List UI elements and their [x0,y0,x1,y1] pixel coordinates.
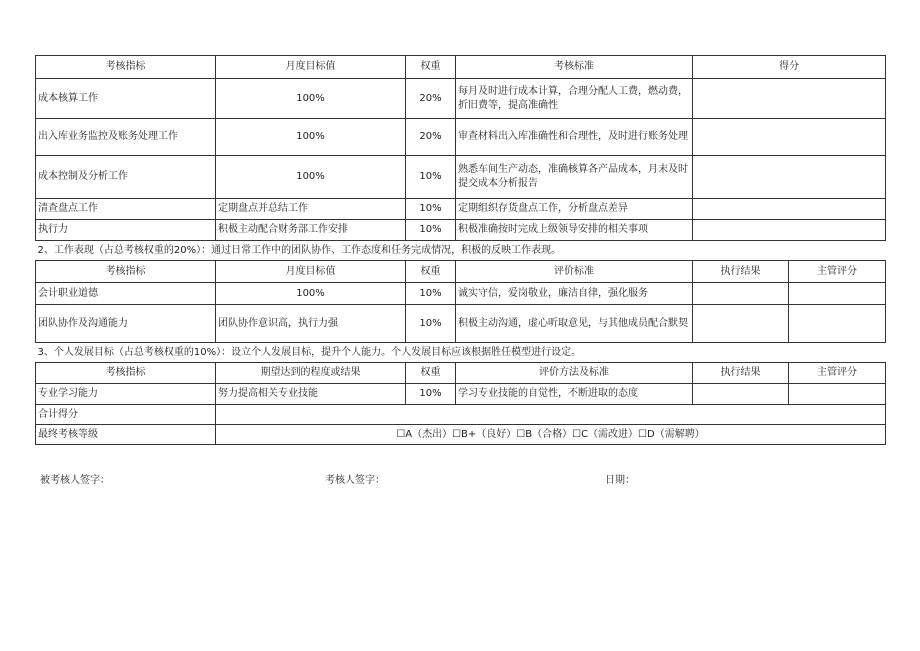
score-cell[interactable] [693,119,886,156]
target-cell: 100% [216,79,406,119]
col-header-weight: 权重 [406,56,456,79]
table-row [36,156,886,199]
total-score-value[interactable] [216,405,886,425]
indicator-cell: 执行力 [36,220,216,241]
table-row [36,79,886,119]
col-header-weight: 权重 [406,363,456,384]
total-score-label: 合计得分 [36,405,216,425]
date-label: 日期： [605,475,635,486]
supervisor-score-cell[interactable] [789,305,886,343]
col-header-indicator: 考核指标 [36,363,216,384]
section2-header-row [36,261,886,283]
col-header-supervisor-score: 主管评分 [789,261,886,283]
assessor-signature-label: 考核人签字： [325,475,385,486]
assessment-table [35,55,886,445]
section3-title: 3、个人发展目标（占总考核权重的10%）：设立个人发展目标，提升个人能力。个人发展目标应该根据胜任模型进行设定。 [36,343,886,363]
weight-cell: 10% [406,305,456,343]
indicator-cell: 成本控制及分析工作 [36,156,216,199]
final-grade-row [36,425,886,445]
supervisor-score-cell[interactable] [789,283,886,305]
weight-cell: 10% [406,156,456,199]
weight-cell: 10% [406,199,456,220]
supervisor-score-cell[interactable] [789,384,886,405]
col-header-indicator: 考核指标 [36,56,216,79]
col-header-score: 得分 [693,56,886,79]
target-cell: 努力提高相关专业技能 [216,384,406,405]
col-header-standard: 评价方法及标准 [456,363,693,384]
final-grade-label: 最终考核等级 [36,425,216,445]
score-cell[interactable] [693,220,886,241]
signature-footer [0,471,920,491]
standard-cell: 诚实守信，爱岗敬业，廉洁自律，强化服务 [456,283,693,305]
result-cell[interactable] [693,305,789,343]
target-cell: 100% [216,156,406,199]
section2-title-row [36,241,886,261]
table-row [36,384,886,405]
standard-cell: 定期组织存货盘点工作，分析盘点差异 [456,199,693,220]
standard-cell: 积极准确按时完成上级领导安排的相关事项 [456,220,693,241]
col-header-target: 月度目标值 [216,56,406,79]
weight-cell: 10% [406,283,456,305]
standard-cell: 熟悉车间生产动态，准确核算各产品成本，月末及时提交成本分析报告 [456,156,693,199]
table-row [36,199,886,220]
table-row [36,220,886,241]
result-cell[interactable] [693,384,789,405]
section3-title-row [36,343,886,363]
standard-cell: 审查材料出入库准确性和合理性，及时进行账务处理 [456,119,693,156]
grade-options[interactable]: ☐A（杰出）☐B+（良好）☐B（合格）☐C（需改进）☐D（需解聘） [216,425,886,445]
weight-cell: 10% [406,220,456,241]
col-header-result: 执行结果 [693,363,789,384]
standard-cell: 每月及时进行成本计算，合理分配人工费，燃动费，折旧费等，提高准确性 [456,79,693,119]
section3-header-row [36,363,886,384]
target-cell: 积极主动配合财务部工作安排 [216,220,406,241]
target-cell: 100% [216,119,406,156]
section2-title: 2、工作表现（占总考核权重的20%）：通过日常工作中的团队协作、工作态度和任务完成情况，积极的反映工作表现。 [36,241,886,261]
indicator-cell: 会计职业道德 [36,283,216,305]
table1-header-row [36,56,886,79]
col-header-standard: 考核标准 [456,56,693,79]
weight-cell: 20% [406,119,456,156]
col-header-target: 月度目标值 [216,261,406,283]
standard-cell: 学习专业技能的自觉性，不断进取的态度 [456,384,693,405]
total-score-row [36,405,886,425]
table-row [36,119,886,156]
indicator-cell: 团队协作及沟通能力 [36,305,216,343]
target-cell: 100% [216,283,406,305]
weight-cell: 10% [406,384,456,405]
score-cell[interactable] [693,156,886,199]
col-header-standard: 评价标准 [456,261,693,283]
assessment-sheet [35,55,885,465]
weight-cell: 20% [406,79,456,119]
standard-cell: 积极主动沟通，虚心听取意见，与其他成员配合默契 [456,305,693,343]
col-header-indicator: 考核指标 [36,261,216,283]
score-cell[interactable] [693,79,886,119]
col-header-result: 执行结果 [693,261,789,283]
target-cell: 定期盘点并总结工作 [216,199,406,220]
indicator-cell: 出入库业务监控及账务处理工作 [36,119,216,156]
result-cell[interactable] [693,283,789,305]
assessee-signature-label: 被考核人签字： [40,475,110,486]
col-header-target: 期望达到的程度或结果 [216,363,406,384]
score-cell[interactable] [693,199,886,220]
col-header-weight: 权重 [406,261,456,283]
table-row [36,283,886,305]
indicator-cell: 成本核算工作 [36,79,216,119]
table-row [36,305,886,343]
target-cell: 团队协作意识高，执行力强 [216,305,406,343]
col-header-supervisor-score: 主管评分 [789,363,886,384]
indicator-cell: 专业学习能力 [36,384,216,405]
indicator-cell: 清查盘点工作 [36,199,216,220]
